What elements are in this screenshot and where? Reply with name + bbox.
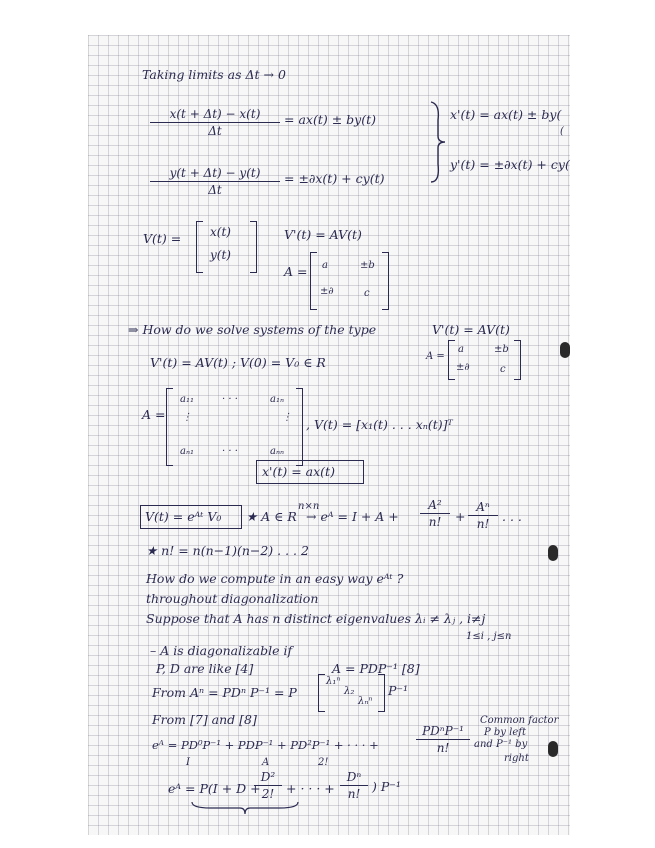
binder-hole [548, 741, 558, 757]
solution-equation: V(t) = eᴬᵗ V₀ [145, 509, 222, 524]
underbrace-label: I [186, 757, 190, 768]
vector-definition-label: V(t) = [143, 231, 182, 246]
matrix-cell: a₁ₙ [270, 394, 285, 405]
fraction-denominator: n! [428, 515, 442, 529]
factorial-note: ★ n! = n(n−1)(n−2) . . . 2 [146, 543, 309, 558]
matrix-cell: c [364, 288, 370, 299]
side-note-line: P by left [484, 727, 526, 738]
matrix-cell: a [322, 260, 328, 271]
fraction-denominator: n! [347, 787, 361, 801]
matrix-cell: ⋮ [182, 412, 192, 423]
lambda-entry: λ₁ⁿ [326, 676, 341, 687]
vector-entry: x(t) [210, 225, 231, 239]
matrix-cell: · · · [222, 394, 238, 405]
underbrace-label: 2! [318, 757, 329, 768]
final-end: ) P⁻¹ [372, 779, 401, 794]
star-note-superscript: n×n [298, 501, 320, 512]
curly-brace-icon [428, 100, 448, 184]
v-prime-equation: V'(t) = AV(t) [284, 227, 362, 242]
matrix-cell: ±∂ [456, 362, 470, 373]
vt-vector: , V(t) = [x₁(t) . . . xₙ(t)]ᵀ [306, 417, 453, 432]
diagonalizable-note: – A is diagonalizable if [150, 643, 293, 658]
fraction-x-difference [150, 107, 280, 138]
fraction-numerator: x(t + Δt) − x(t) [150, 107, 280, 123]
fraction-numerator: Dⁿ [340, 770, 368, 786]
matrix-cell: c [500, 364, 506, 375]
matrix-cell: aₙₙ [270, 446, 285, 457]
lambda-entry: λₙⁿ [358, 696, 373, 707]
fraction-d-squared [254, 770, 282, 801]
matrix-cell: · · · [222, 446, 238, 457]
through-diagonalization: throughout diagonalization [146, 591, 319, 606]
fraction-denominator: 2! [261, 787, 275, 801]
binder-hole [548, 545, 558, 561]
side-note-line: Common factor [480, 715, 559, 726]
left-bracket [310, 252, 317, 310]
left-bracket [166, 388, 173, 466]
heading-limits: Taking limits as Δt → 0 [142, 67, 286, 82]
star-note-a: ★ A ∈ R [246, 509, 297, 524]
matrix-cell: a [458, 344, 464, 355]
result-y-prime: y'(t) = ±∂x(t) + cy( [450, 157, 570, 172]
from-7-and-8: From [7] and [8] [152, 712, 257, 727]
underbrace-icon [190, 800, 300, 818]
pd-like: P, D are like [4] [156, 661, 254, 676]
suppose-eigenvalues: Suppose that A has n distinct eigenvalues λᵢ ≠ λⱼ , i≠j [146, 611, 486, 626]
index-range: 1≤i , j≤n [466, 631, 512, 642]
matrix-cell: ±b [494, 344, 509, 355]
matrix-an-label: A = [142, 407, 166, 422]
fraction-denominator: n! [476, 517, 490, 531]
final-middle: + · · · + [286, 781, 335, 796]
eq1-rhs: = ax(t) ± by(t) [284, 112, 376, 127]
fraction-denominator: n! [436, 741, 450, 755]
fraction-d-n [340, 770, 368, 801]
matrix-cell: a₁₁ [180, 394, 194, 405]
question-compute: How do we compute in an easy way eᴬᵗ ? [146, 571, 404, 586]
side-note-line: and P⁻¹ by [474, 739, 528, 750]
fraction-numerator: D² [254, 770, 282, 786]
eq2-rhs: = ±∂x(t) + cy(t) [284, 171, 385, 186]
matrix-cell: ±b [360, 260, 375, 271]
binder-hole [560, 342, 570, 358]
initial-value-problem: V'(t) = AV(t) ; V(0) = V₀ ∈ R [150, 355, 326, 370]
result-x-prime-tail: ( [560, 126, 564, 137]
plus-sign: + [455, 509, 466, 524]
matrix-a2-label: A = [426, 351, 445, 362]
fraction-a-squared [420, 498, 450, 529]
matrix-cell: ±∂ [320, 286, 334, 297]
fraction-denominator: Δt [208, 124, 222, 138]
question-systems: ⇒ How do we solve systems of the type [128, 322, 377, 337]
fraction-numerator: Aⁿ [468, 500, 498, 516]
exp-a-expansion: eᴬ = PD⁰P⁻¹ + PDP⁻¹ + PD²P⁻¹ + · · · + [152, 738, 379, 752]
ellipsis: . . . [502, 509, 522, 524]
side-note-line: right [504, 753, 529, 764]
right-bracket [514, 340, 521, 380]
from-a-n: From Aⁿ = PDⁿ P⁻¹ = P [152, 685, 297, 700]
fraction-a-n [468, 500, 498, 531]
lambda-entry: λ₂ [344, 686, 355, 697]
p-inverse: P⁻¹ [388, 683, 409, 698]
right-bracket [382, 252, 389, 310]
fraction-pdnp [416, 724, 470, 755]
right-bracket [378, 674, 385, 712]
matrix-cell: aₙ₁ [180, 446, 195, 457]
left-bracket [318, 674, 325, 712]
type-equation: V'(t) = AV(t) [432, 322, 510, 337]
a-equals-pdp: A = PDP⁻¹ [8] [332, 661, 420, 676]
vector-entry: y(t) [210, 248, 231, 262]
final-expression: eᴬ = P(I + D + [168, 781, 261, 796]
matrix-cell: ⋮ [282, 412, 292, 423]
fraction-y-difference [150, 166, 280, 197]
right-bracket [296, 388, 303, 466]
scalar-equation: x'(t) = ax(t) [262, 464, 335, 479]
underbrace-label: A [262, 757, 270, 768]
left-bracket [196, 221, 203, 273]
fraction-numerator: y(t + Δt) − y(t) [150, 166, 280, 182]
result-x-prime: x'(t) = ax(t) ± by( [450, 107, 562, 122]
fraction-denominator: Δt [208, 183, 222, 197]
exp-series: → eᴬ = I + A + [306, 509, 399, 524]
matrix-a-label: A = [284, 264, 308, 279]
left-bracket [448, 340, 455, 380]
fraction-numerator: A² [420, 498, 450, 514]
right-bracket [250, 221, 257, 273]
fraction-numerator: PDⁿP⁻¹ [416, 724, 470, 740]
